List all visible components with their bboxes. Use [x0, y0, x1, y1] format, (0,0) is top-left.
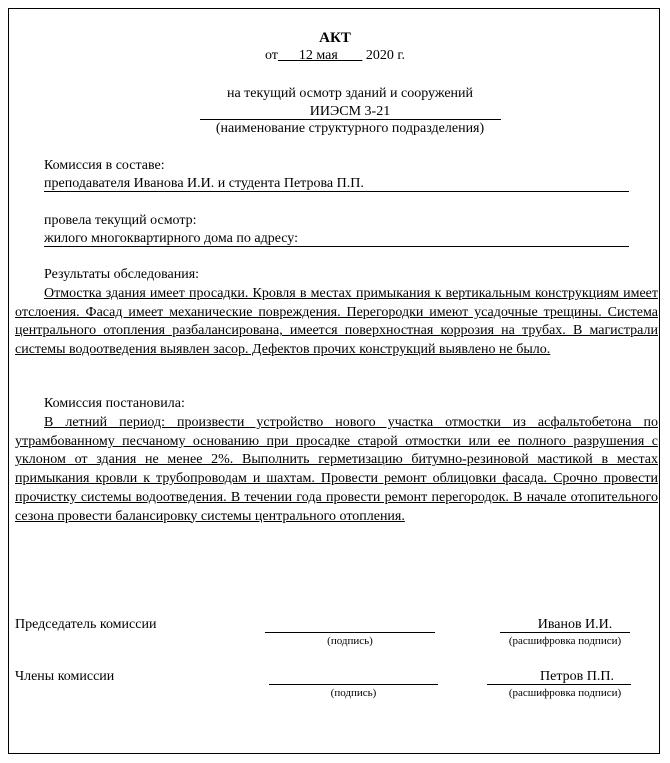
chairman-name: Иванов И.И. [537, 617, 613, 632]
commission-members: преподавателя Иванова И.И. и студента Петрова П.П. [44, 176, 364, 191]
member-signature-line [269, 684, 438, 685]
date-suffix: 2020 г. [365, 48, 406, 63]
date-prefix: от [264, 48, 278, 63]
decision-label: Комиссия постановила: [44, 396, 185, 411]
chairman-signature-caption: (подпись) [327, 635, 373, 647]
decision-text: В летний период: произвести устройство нового участка отмостки из асфальтобетона по утрамбованному песчаному основанию при просадке старой отмостки или ее полного разрушения с уклоном от здания не менее 2%. Выполнить герметизацию битумно-резиновой мастикой в местах примыкания кровли к трубопроводам и шахтам. Провести ремонт облицовки фасада. Срочно провести прочистку системы водоотведения. В течении года провести ремонт перегородок. В начале отопительного сезона провести балансировку системы центрального отопления. [15, 415, 658, 524]
act-subject: на текущий осмотр зданий и сооружений [226, 86, 474, 101]
results-text: Отмостка здания имеет просадки. Кровля в местах примыкания к вертикальным конструкциям имеет отслоения. Фасад имеет механические повреждения. Перегородки имеют усадочные трещины. Система центрального отопления разбалансирована, имеется поверхностная коррозия на трубах. В магистрали системы водоотведения выявлен засор. Дефектов прочих конструкций выявлено не было. [15, 286, 658, 358]
member-name: Петров П.П. [540, 669, 614, 684]
members-label: Члены комиссии [15, 669, 115, 684]
department-name: ИИЭСМ 3-21 [309, 104, 391, 119]
act-date-line [0, 48, 670, 64]
results-label: Результаты обследования: [44, 267, 200, 282]
commission-underline [44, 191, 629, 192]
inspection-label: провела текущий осмотр: [44, 213, 197, 228]
chairman-name-line [500, 632, 630, 633]
member-decoding-caption: (расшифровка подписи) [508, 687, 622, 699]
act-title: АКТ [319, 30, 351, 46]
inspection-object: жилого многоквартирного дома по адресу: [44, 231, 299, 246]
inspection-underline [44, 246, 629, 247]
member-signature-caption: (подпись) [330, 687, 377, 699]
member-name-line [487, 684, 631, 685]
department-caption: (наименование структурного подразделения) [215, 121, 485, 136]
chairman-signature-line [265, 632, 435, 633]
department-underline [200, 119, 501, 120]
chairman-label: Председатель комиссии [15, 617, 157, 632]
commission-label: Комиссия в составе: [44, 158, 165, 173]
chairman-decoding-caption: (расшифровка подписи) [508, 635, 622, 647]
date-value: 12 мая [298, 48, 338, 63]
